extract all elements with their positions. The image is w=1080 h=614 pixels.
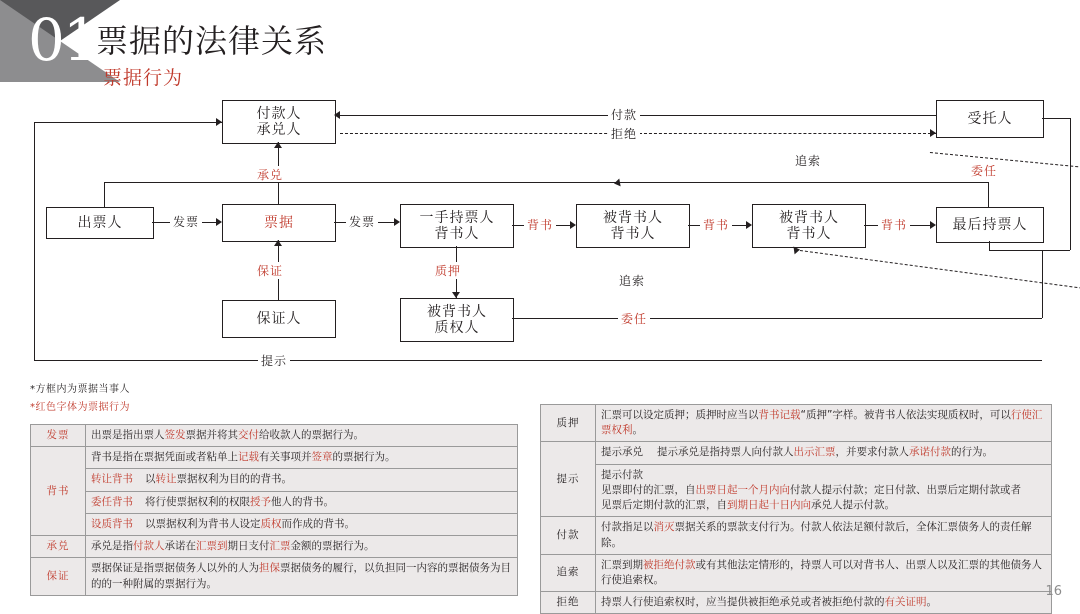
edge-recourse-top-line: [930, 152, 1080, 184]
legend-text-pledge: 汇票可以设定质押；质押时应当以背书记载“质押”字样。被背书人依法实现质权时，可以行使汇票权利。: [596, 405, 1052, 442]
legend-text-present-payment: 提示付款见票即付的汇票，自出票日起一个月内向付款人提示付款；定日付款、出票后定期付款或者见票后定期付款的汇票，自到期日起十日内向承兑人提示付款。: [596, 464, 1052, 517]
node-pledgee: 被背书人 质权人: [400, 298, 514, 342]
legend-row-present-accept: [541, 442, 1052, 464]
legend-row-issue: [31, 425, 518, 447]
node-guarantor: 保证人: [222, 300, 336, 338]
legend-row-endorse-pledge: [31, 513, 518, 535]
edge-entrust-right-hline-join: [989, 250, 1042, 251]
edge-accept-arrow: [274, 142, 282, 148]
node-trustee: 受托人: [936, 100, 1044, 138]
legend-row-accept: [31, 536, 518, 558]
legend-row-endorse: [31, 447, 518, 469]
legend-text-guarantee: 票据保证是指票据债务人以外的人为担保票据债务的履行，以负担同一内容的票据债务为目的的一种附属的票据行为。: [86, 558, 518, 595]
edge-entrust-right-hline-top: [1042, 118, 1070, 119]
legend-key-accept: 承兑: [31, 536, 86, 558]
footnote-2: *红色字体为票据行为: [30, 402, 130, 413]
legend-table-right: [540, 404, 1052, 614]
edge-label-present: 提示: [258, 352, 290, 369]
edge-entrust-bottom-vline: [1042, 250, 1043, 318]
section-number: 01: [28, 6, 98, 74]
edge-present-vline-left: [34, 122, 35, 360]
edge-label-recourse-mid: 追索: [616, 272, 648, 289]
edge-label-pay: 付款: [608, 106, 640, 123]
edge-entrust-bottom-line: [512, 318, 1042, 319]
edge-endorse2-arrow: [746, 221, 752, 229]
legend-key-refuse: 拒绝: [541, 592, 596, 614]
edge-refuse-arrow: [930, 129, 936, 137]
legend-text-present-accept: 提示承兑 提示承兑是指持票人向付款人出示汇票，并要求付款人承诺付款的行为。: [596, 442, 1052, 464]
legend-text-issue: 出票是指出票人签发票据并将其交付给收款人的票据行为。: [86, 425, 518, 447]
edge-pay-arrow: [334, 111, 340, 119]
edge-issue1-arrow: [216, 218, 222, 226]
legend-text-refuse: 持票人行使追索权时，应当提供被拒绝承兑或者被拒绝付款的有关证明。: [596, 592, 1052, 614]
node-last-holder: 最后持票人: [936, 207, 1044, 243]
edge-pledge-arrow: [452, 292, 460, 298]
legend-table-left: [30, 424, 518, 596]
footnote-1: *方框内为票据当事人: [30, 384, 130, 395]
edge-label-recourse-top: 追索: [792, 152, 824, 169]
legend-text-endorse: 背书是指在票据凭面或者粘单上记载有关事项并签章的票据行为。: [86, 447, 518, 469]
edge-top-bracket-left: [104, 182, 105, 207]
edge-entrust-right-vline: [1070, 118, 1071, 250]
legend-row-payment: [541, 517, 1052, 554]
edge-label-endorse2: 背书: [700, 216, 732, 233]
node-payer: 付款人 承兑人: [222, 100, 336, 144]
legend-key-pledge: 质押: [541, 405, 596, 442]
edge-label-refuse: 拒绝: [608, 125, 640, 142]
legend-row-endorse-mandate: [31, 491, 518, 513]
legend-key-present: 提示: [541, 442, 596, 517]
legend-key-recourse: 追索: [541, 554, 596, 591]
page-number: 16: [1045, 584, 1062, 599]
edge-recourse-mid-line: [800, 250, 1080, 291]
page-title: 票据的法律关系: [96, 22, 328, 60]
legend-row-guarantee: [31, 558, 518, 595]
legend-text-recourse: 汇票到期被拒绝付款或有其他法定情形的，持票人可以对背书人、出票人以及汇票的其他债务人行使追索权。: [596, 554, 1052, 591]
edge-top-bracket-right: [988, 182, 989, 207]
legend-key-guarantee: 保证: [31, 558, 86, 595]
edge-present-line: [34, 360, 1042, 361]
edge-endorse1-arrow: [570, 221, 576, 229]
edge-label-endorse3: 背书: [878, 216, 910, 233]
legend-key-issue: 发票: [31, 425, 86, 447]
legend-row-present-payment: [541, 464, 1052, 517]
node-bill: 票据: [222, 204, 336, 242]
legend-text-payment: 付款指足以消灭票据关系的票款支付行为。付款人依法足额付款后，全体汇票债务人的责任解除。: [596, 517, 1052, 554]
edge-guarantee-arrow: [274, 240, 282, 246]
edge-top-bracket: [104, 182, 988, 183]
legend-row-refuse: [541, 592, 1052, 614]
legend-text-endorse-mandate: 委任背书 将行使票据权利的权限授予他人的背书。: [86, 491, 518, 513]
legend-key-endorse: 背书: [31, 447, 86, 536]
edge-issue2-arrow: [394, 218, 400, 226]
legend-row-pledge: [541, 405, 1052, 442]
edge-label-entrust-bottom: 委任: [618, 310, 650, 327]
legend-text-endorse-transfer: 转让背书 以转让票据权利为目的的背书。: [86, 469, 518, 491]
legend-text-endorse-pledge: 设质背书 以票据权利为背书人设定质权而作成的背书。: [86, 513, 518, 535]
node-drawer: 出票人: [46, 207, 154, 239]
node-endorsee-2: 被背书人 背书人: [752, 204, 866, 248]
edge-present-arrow: [216, 118, 222, 126]
legend-text-accept: 承兑是指付款人承诺在汇票到期日支付汇票金额的票据行为。: [86, 536, 518, 558]
page-subtitle: 票据行为: [103, 67, 184, 89]
edge-label-accept: 承兑: [254, 166, 286, 183]
edge-entrust-right-hline-bot: [1042, 250, 1070, 251]
legend-row-endorse-transfer: [31, 469, 518, 491]
node-first-holder: 一手持票人 背书人: [400, 204, 514, 248]
node-endorsee-1: 被背书人 背书人: [576, 204, 690, 248]
edge-label-entrust-top: 委任: [968, 162, 1000, 179]
edge-recourse-mid-arrow: [793, 246, 800, 255]
edge-label-issue2: 发票: [346, 213, 378, 230]
edge-present-hline-top: [34, 122, 222, 123]
edge-label-endorse1: 背书: [524, 216, 556, 233]
edge-label-issue1: 发票: [170, 213, 202, 230]
edge-endorse3-arrow: [930, 221, 936, 229]
edge-label-pledge: 质押: [432, 262, 464, 279]
edge-entrust-right-stub: [989, 241, 990, 250]
edge-label-guarantee: 保证: [254, 262, 286, 279]
legend-row-recourse: [541, 554, 1052, 591]
legend-key-payment: 付款: [541, 517, 596, 554]
edge-recourse-top-arrow: [613, 179, 620, 188]
